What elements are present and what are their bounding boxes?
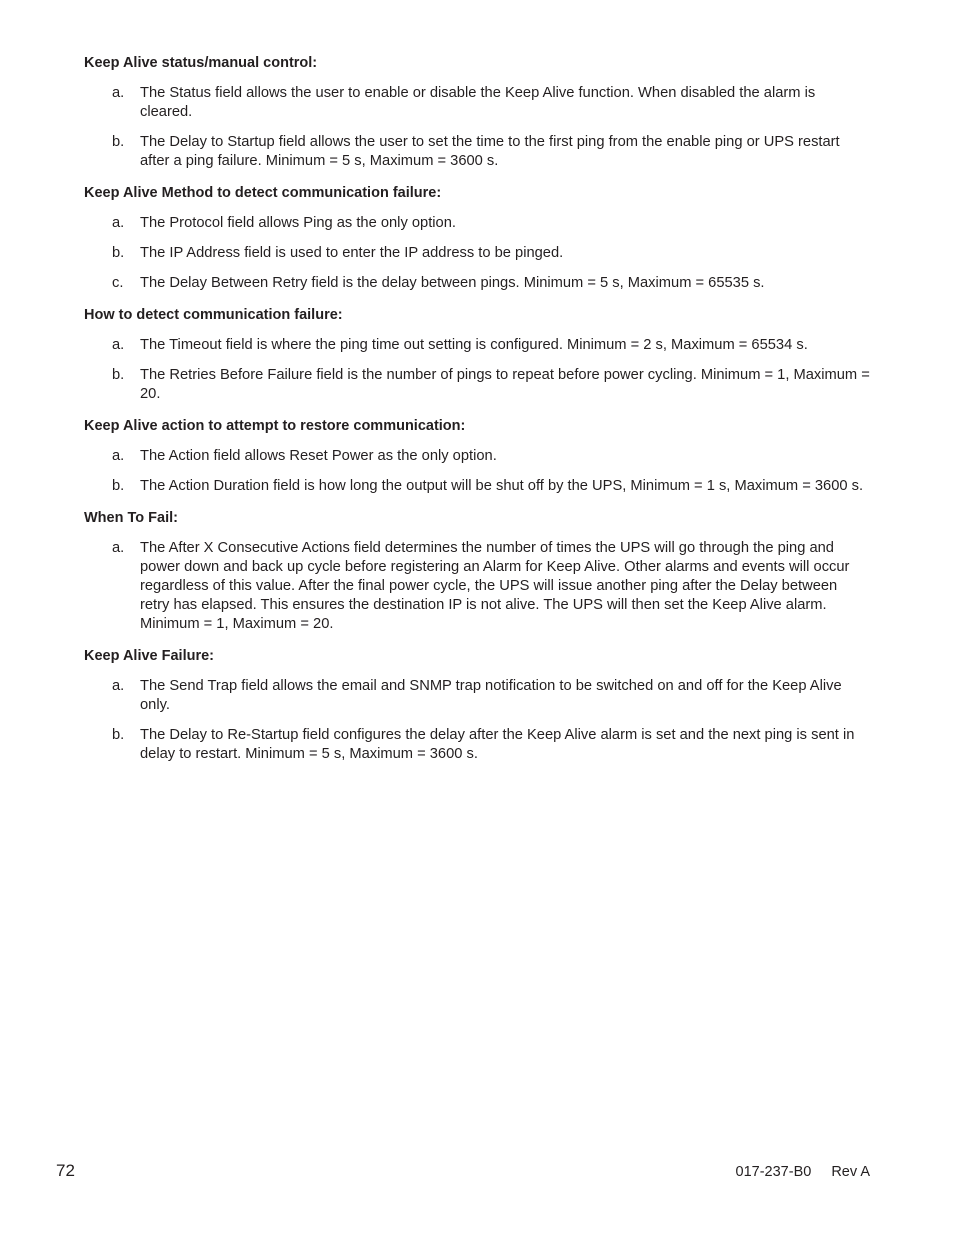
item-text: The Action Duration field is how long the output will be shut off by the UPS, Minimum = 1 s, Maximum = 3600 s. bbox=[140, 478, 864, 494]
section-method-detect-failure bbox=[84, 184, 870, 293]
item-text: The After X Consecutive Actions field determines the number of times the UPS will go through the ping and power down and back up cycle before registering an Alarm for Keep Alive. Other alarms and events will occur regardless of this value. After the final power cycle, the UPS will issue another ping after the Delay between retry has elapsed. This ensures the destination IP is not alive. The UPS will then set the Keep Alive alarm. Minimum = 1, Maximum = 20. bbox=[140, 540, 850, 632]
list-item bbox=[84, 133, 870, 171]
page-content bbox=[84, 54, 870, 777]
list-item bbox=[84, 539, 870, 634]
item-letter: b. bbox=[112, 727, 125, 743]
section-heading: Keep Alive Method to detect communication failure: bbox=[84, 185, 442, 201]
list-item bbox=[84, 214, 870, 233]
item-text: The Action field allows Reset Power as the only option. bbox=[140, 448, 497, 464]
item-letter: a. bbox=[112, 215, 125, 231]
list-item bbox=[84, 366, 870, 404]
item-letter: c. bbox=[112, 275, 124, 291]
page-number: 72 bbox=[56, 1161, 75, 1180]
list-item bbox=[84, 677, 870, 715]
item-letter: a. bbox=[112, 85, 125, 101]
item-text: The IP Address field is used to enter the IP address to be pinged. bbox=[140, 245, 564, 261]
item-list bbox=[84, 539, 870, 634]
item-list bbox=[84, 336, 870, 404]
item-letter: b. bbox=[112, 134, 125, 150]
section-keep-alive-failure bbox=[84, 647, 870, 764]
item-list bbox=[84, 447, 870, 496]
list-item bbox=[84, 274, 870, 293]
section-heading: Keep Alive action to attempt to restore communication: bbox=[84, 418, 466, 434]
section-heading: How to detect communication failure: bbox=[84, 307, 343, 323]
item-letter: a. bbox=[112, 448, 125, 464]
item-letter: a. bbox=[112, 337, 125, 353]
item-list bbox=[84, 84, 870, 171]
document-number: 017-237-B0 bbox=[735, 1164, 812, 1180]
document-identifier bbox=[736, 1163, 870, 1181]
item-list bbox=[84, 214, 870, 293]
item-text: The Status field allows the user to enable or disable the Keep Alive function. When disabled the alarm is cleared. bbox=[140, 85, 816, 120]
section-how-to-detect-failure bbox=[84, 306, 870, 404]
section-heading: When To Fail: bbox=[84, 510, 178, 526]
item-letter: b. bbox=[112, 245, 125, 261]
item-text: The Timeout field is where the ping time out setting is configured. Minimum = 2 s, Maximum = 65534 s. bbox=[140, 337, 808, 353]
revision-label: Rev A bbox=[831, 1164, 870, 1180]
list-item bbox=[84, 244, 870, 263]
item-letter: b. bbox=[112, 367, 125, 383]
list-item bbox=[84, 477, 870, 496]
item-text: The Send Trap field allows the email and SNMP trap notification to be switched on and off for the Keep Alive only. bbox=[140, 678, 842, 713]
list-item bbox=[84, 447, 870, 466]
section-when-to-fail bbox=[84, 509, 870, 634]
item-letter: a. bbox=[112, 678, 125, 694]
list-item bbox=[84, 84, 870, 122]
item-text: The Delay to Startup field allows the user to set the time to the first ping from the enable ping or UPS restart after a ping failure. Minimum = 5 s, Maximum = 3600 s. bbox=[140, 134, 840, 169]
section-heading: Keep Alive Failure: bbox=[84, 648, 215, 664]
section-heading: Keep Alive status/manual control: bbox=[84, 55, 318, 71]
section-status-manual-control bbox=[84, 54, 870, 171]
item-letter: b. bbox=[112, 478, 125, 494]
item-text: The Delay Between Retry field is the delay between pings. Minimum = 5 s, Maximum = 65535 s. bbox=[140, 275, 765, 291]
item-text: The Protocol field allows Ping as the only option. bbox=[140, 215, 456, 231]
list-item bbox=[84, 726, 870, 764]
item-text: The Retries Before Failure field is the number of pings to repeat before power cycling. Minimum = 1, Maximum = 20. bbox=[140, 367, 870, 402]
item-text: The Delay to Re-Startup field configures the delay after the Keep Alive alarm is set and the next ping is sent in delay to restart. Minimum = 5 s, Maximum = 3600 s. bbox=[140, 727, 855, 762]
section-action-restore bbox=[84, 417, 870, 496]
item-list bbox=[84, 677, 870, 764]
item-letter: a. bbox=[112, 540, 125, 556]
list-item bbox=[84, 336, 870, 355]
